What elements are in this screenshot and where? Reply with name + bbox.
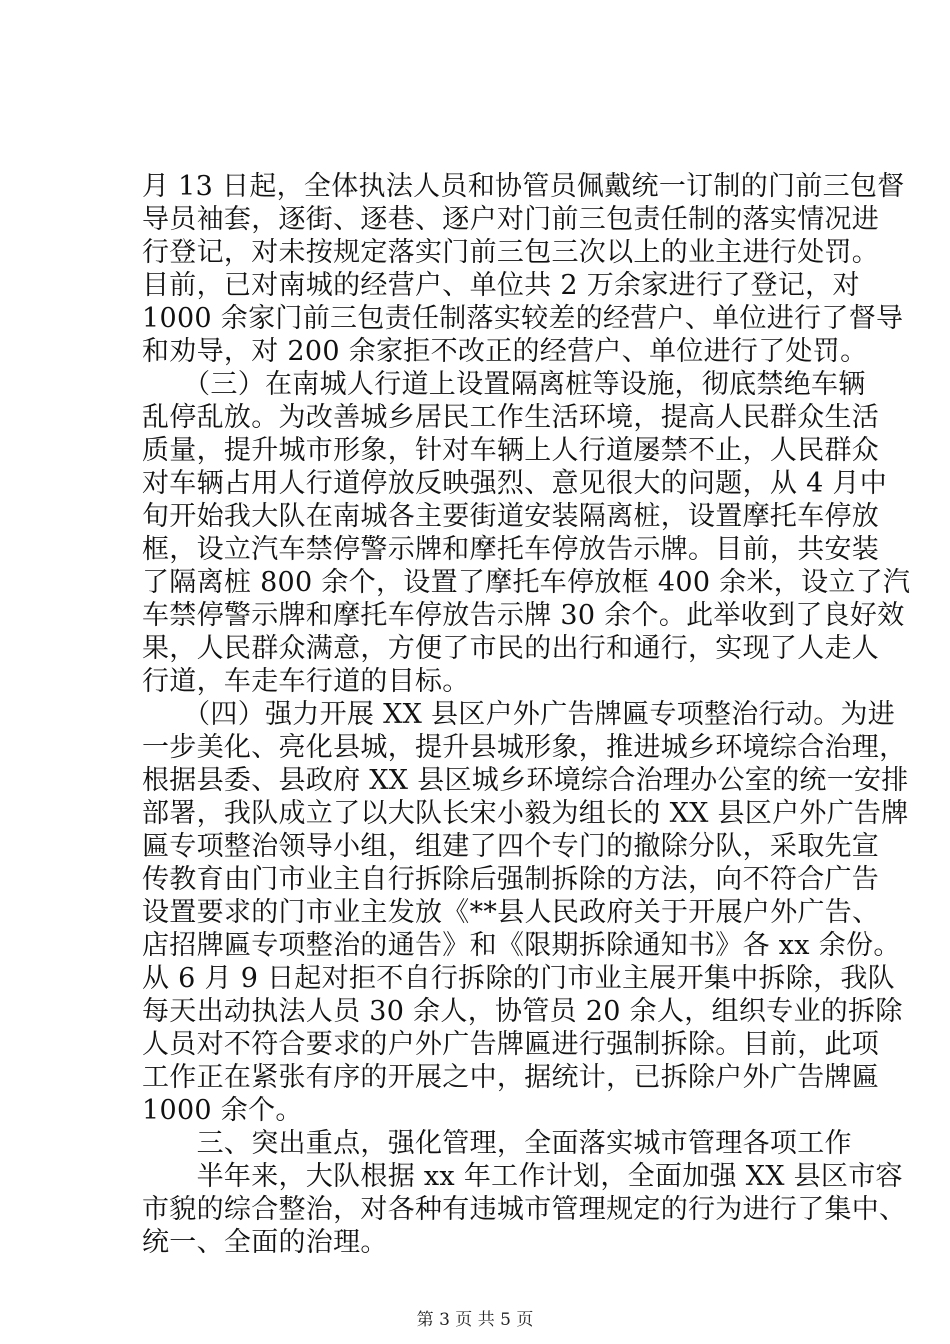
body-text-line: 行登记，对未按规定落实门前三包三次以上的业主进行处罚。: [142, 237, 880, 268]
body-text-line: 了隔离桩 800 余个，设置了摩托车停放框 400 余米，设立了汽: [142, 567, 911, 598]
body-text-line: 1000 余个。: [142, 1095, 303, 1126]
body-text-line: 框，设立汽车禁停警示牌和摩托车停放告示牌。目前，共安装: [142, 534, 880, 565]
section-heading: 三、突出重点，强化管理，全面落实城市管理各项工作: [142, 1128, 852, 1159]
body-text-line: 一步美化、亮化县城，提升县城形象，推进城乡环境综合治理，: [142, 732, 907, 763]
body-text-line: 质量，提升城市形象，针对车辆上人行道屡禁不止，人民群众: [142, 435, 880, 466]
body-text-line: 和劝导，对 200 余家拒不改正的经营户、单位进行了处罚。: [142, 336, 868, 367]
body-text-line: 部署，我队成立了以大队长宋小毅为组长的 XX 县区户外广告牌: [142, 798, 909, 829]
body-text-line: 从 6 月 9 日起对拒不自行拆除的门市业主展开集中拆除，我队: [142, 963, 895, 994]
body-text-line: 对车辆占用人行道停放反映强烈、意见很大的问题，从 4 月中: [142, 468, 888, 499]
body-text-line: 乱停乱放。为改善城乡居民工作生活环境，提高人民群众生活: [142, 402, 880, 433]
body-text-line: 1000 余家门前三包责任制落实较差的经营户、单位进行了督导: [142, 303, 904, 334]
body-text-line: 根据县委、县政府 XX 县区城乡环境综合治理办公室的统一安排: [142, 765, 909, 796]
page-number: 第 3 页 共 5 页: [416, 1310, 534, 1330]
body-text-line: 导员袖套，逐街、逐巷、逐户对门前三包责任制的落实情况进: [142, 204, 880, 235]
body-text-line: 设置要求的门市业主发放《**县人民政府关于开展户外广告、: [142, 897, 880, 928]
body-text-line: 匾专项整治领导小组，组建了四个专门的撤除分队，采取先宣: [142, 831, 880, 862]
body-text-line: 每天出动执法人员 30 余人，协管员 20 余人，组织专业的拆除: [142, 996, 903, 1027]
body-text-line: 半年来，大队根据 xx 年工作计划，全面加强 XX 县区市容: [142, 1161, 903, 1192]
body-text-line: 车禁停警示牌和摩托车停放告示牌 30 余个。此举收到了良好效: [142, 600, 905, 631]
body-text-line: 人员对不符合要求的户外广告牌匾进行强制拆除。目前，此项: [142, 1029, 880, 1060]
page-footer: [0, 1309, 950, 1331]
body-text-line: 果，人民群众满意，方便了市民的出行和通行，实现了人走人: [142, 633, 880, 664]
body-text-line: 市貌的综合整治，对各种有违城市管理规定的行为进行了集中、: [142, 1194, 907, 1225]
body-text-line: 工作正在紧张有序的开展之中，据统计，已拆除户外广告牌匾: [142, 1062, 880, 1093]
body-text-line: 店招牌匾专项整治的通告》和《限期拆除通知书》各 xx 余份。: [142, 930, 901, 961]
body-text-line: 旬开始我大队在南城各主要街道安装隔离桩，设置摩托车停放: [142, 501, 880, 532]
body-text-line: 行道，车走车行道的目标。: [142, 666, 470, 697]
body-text-line: （四）强力开展 XX 县区户外广告牌匾专项整治行动。为进: [142, 699, 896, 730]
body-text-line: （三）在南城人行道上设置隔离桩等设施，彻底禁绝车辆: [142, 369, 866, 400]
body-text-line: 月 13 日起，全体执法人员和协管员佩戴统一订制的门前三包督: [142, 171, 905, 202]
body-text-line: 目前，已对南城的经营户、单位共 2 万余家进行了登记，对: [142, 270, 860, 301]
body-text-line: 统一、全面的治理。: [142, 1227, 388, 1258]
body-text-line: 传教育由门市业主自行拆除后强制拆除的方法，向不符合广告: [142, 864, 880, 895]
